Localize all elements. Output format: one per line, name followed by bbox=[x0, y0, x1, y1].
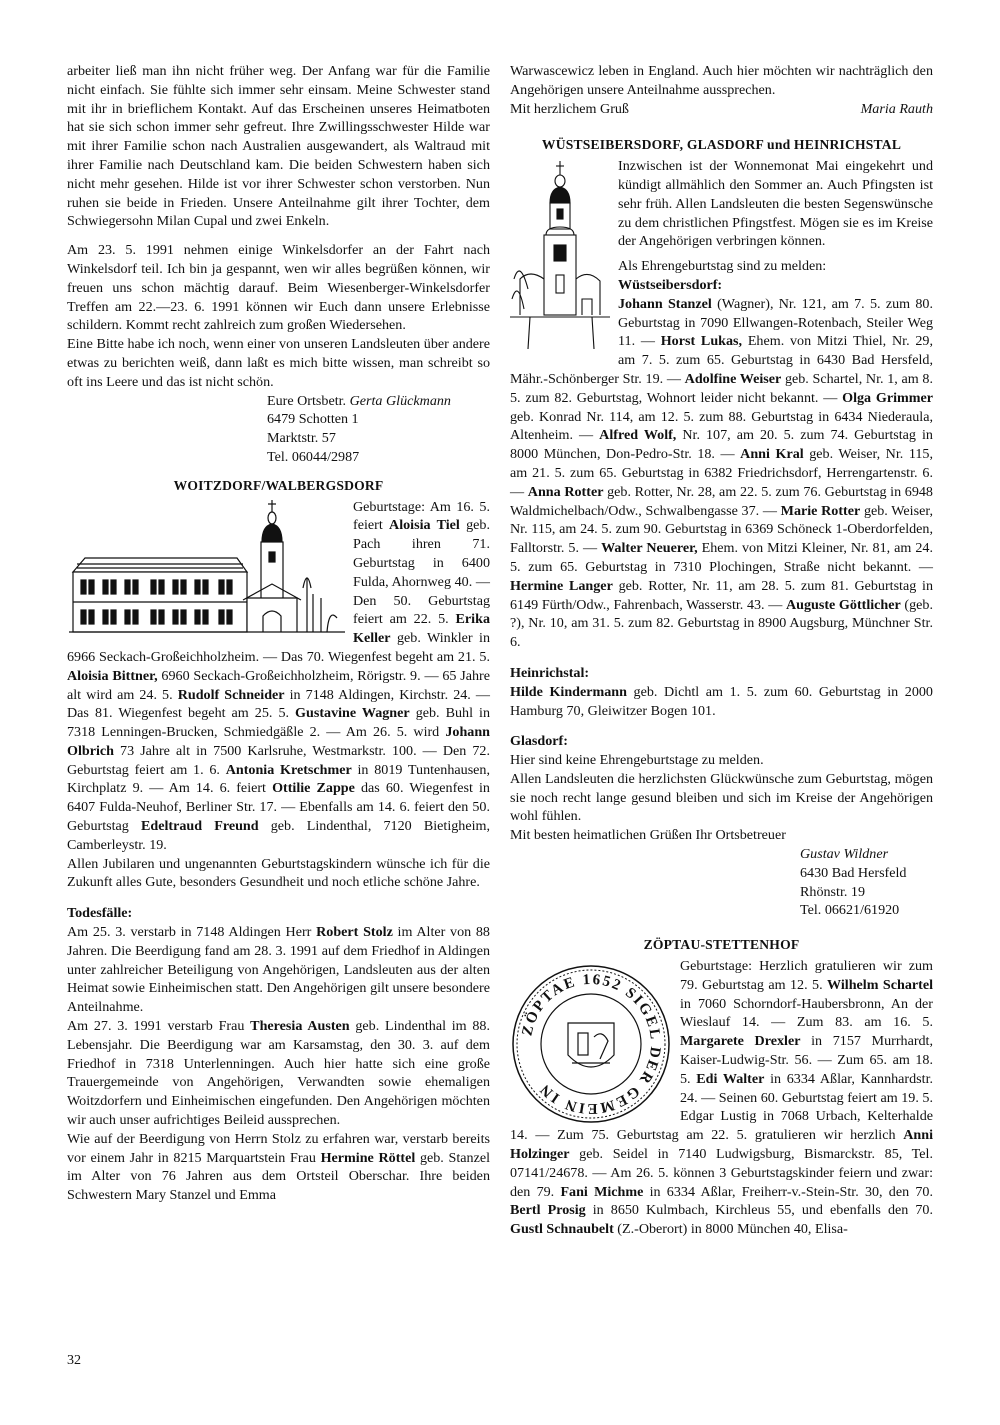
church-tower-illustration bbox=[510, 159, 610, 359]
signature-block: Eure Ortsbetr. Gerta Glückmann 6479 Schotten 1 Marktstr. 57 Tel. 06044/2987 bbox=[267, 392, 451, 465]
signature-block: Gustav Wildner 6430 Bad Hersfeld Rhönstr. 19 Tel. 06621/61920 bbox=[800, 846, 907, 919]
church-tower-drawing bbox=[510, 159, 610, 359]
greeting-line: Mit herzlichem Gruß Maria Rauth bbox=[510, 100, 933, 117]
heinrichstal-heading: Heinrichstal: bbox=[510, 664, 590, 681]
section-title-wustseibersdorf: WÜSTSEIBERSDORF, GLASDORF und HEINRICHSTAL bbox=[541, 137, 902, 153]
woitzdorf-wishes: Allen Jubilaren und ungenannten Geburtstagskindern wünsche ich für die Zukunft alles Gute, besonders Gesundheit und noch etliche schöne Jahre. bbox=[67, 855, 490, 891]
greeting-name: Maria Rauth bbox=[860, 100, 933, 117]
section-title-zoptau: ZÖPTAU-STETTENHOF bbox=[643, 937, 800, 953]
section-title-woitzdorf: WOITZDORF/WALBERGSDORF bbox=[173, 477, 384, 493]
death-notice: Am 25. 3. verstarb in 7148 Aldingen Herr Robert Stolz im Alter von 88 Jahren. Die Beerdigung fand am 28. 3. 1991 auf dem Friedhof in Aldingen unter zahlreicher Beteiligung von Angehörigen, Landsleuten aus der alten Heimat sowie Einheimischen statt. Den Angehörigen gilt unsere besondere Anteilnahme. bbox=[67, 924, 490, 1016]
right-column bbox=[510, 62, 933, 1239]
seal-text: ZÖPTAE 1652 SIGEL DER GEMEIN IN bbox=[519, 971, 664, 1117]
glasdorf-closing: Mit besten heimatlichen Grüßen Ihr Ortsbetreuer bbox=[510, 827, 786, 844]
left-column bbox=[67, 62, 490, 1205]
glasdorf-note: Hier sind keine Ehrengeburtstage zu melden. bbox=[510, 752, 764, 769]
deaths-heading: Todesfälle: bbox=[67, 905, 133, 922]
request-paragraph: Eine Bitte habe ich noch, wenn einer von unseren Landsleuten über andere etwas zu berichten weiß, dann laßt es mich bitte wissen, man schreibt so oft ins Leere und das ist nicht schön. bbox=[67, 336, 490, 390]
church-building-drawing bbox=[67, 498, 347, 638]
death-notice: Wie auf der Beerdigung von Herrn Stolz zu erfahren war, verstarb bereits vor einem Jahr in 8215 Marquartstein Frau Hermine Röttel geb. Stanzel im Alter von 76 Jahren aus dem Ortsteil Oberschar. Ihre beiden Schwestern Mary Stanzel und Emma bbox=[67, 1130, 490, 1204]
continuation-paragraph: Warwascewicz leben in England. Auch hier möchten wir nachträglich den Angehörigen unsere Anteilnahme aussprechen. bbox=[510, 63, 933, 98]
wustseibersdorf-birthdays: Johann Stanzel (Wagner), Nr. 121, am 7. 5. zum 80. Geburtstag in 7090 Ellwangen-Rotenbach, Steiler Weg 11. — Horst Lukas, Ehem. von Mitzi Thiel, Nr. 29, am 7. 5. zum 65. Geburtstag in 6430 Bad Hersfeld, Mähr.-Schönberger Str. 19. — Adolfine Weiser geb. Schartel, Nr. 1, am 8. 5. zum 82. Geburtstag, Wohnort leider nicht bekannt. — Olga Grimmer geb. Konrad Nr. 114, am 12. 5. zum 88. Geburtstag in 6434 Niederaula, Altenheim. — Alfred Wolf, Nr. 107, am 20. 5. zum 74. Geburtstag in 8000 München, Don-Pedro-Str. 18. — Anni Kral geb. Weiser, Nr. 115, am 21. 5. zum 65. Geburtstag in 6382 Friedrichsdorf, Herrengartenstr. 6. — Anna Rotter geb. Rotter, Nr. 28, am 22. 5. zum 76. Geburtstag in 6948 Waldmichelbach/Odw., Schwalbengasse 37. — Marie Rotter geb. Weiser, Nr. 115, am 24. 5. zum 90. Geburtstag in 6369 Schöneck 1-Oberdorfelden, Falltorstr. 5. — Walter Neuerer, Ehem. von Mitzi Kleiner, Nr. 81, am 24. 5. zum 65. Geburtstag in 7310 Plochingen, Straße nicht bekannt. — Hermine Langer geb. Rotter, Nr. 11, am 28. 5. zum 81. Geburtstag in 6149 Fürth/Odw., Fahrenbach, Wasserstr. 43. — Auguste Göttlicher (geb. ?), Nr. 10, am 31. 5. zum 82. Geburtstag in 8900 Augsburg, Münchner Str. 6. bbox=[510, 295, 933, 651]
signature-name: Gustav Wildner bbox=[800, 846, 889, 863]
page-number: 32 bbox=[67, 1352, 82, 1368]
intro-paragraph: arbeiter ließ man ihn nicht früher weg. Der Anfang war für die Familie nicht einfach. Sie fühlte sich immer sehr einsam. Meine Schwester stand mit ihr in brieflichem Kontakt. Auf das Erscheinen unseres Heimatboten hat sie sich schon immer sehr gefreut. Ihre Zwillingsschwester Hilde war mit ihrer Familie schon nach Australien ausgewandert, als Waltraud mit ihrer Familie nach Deutschland kam. Die beiden Schwestern haben sich nicht mehr gesehen. Hilde ist vor ihrer Schwester schon verstorben. Nun ruhen sie beide in Frieden. Unsere Anteilnahme gilt ihrer Tochter, dem Schwiegersohn Milan Cupal und zwei Enkeln. bbox=[67, 63, 490, 230]
wustseibersdorf-subheading: Wüstseibersdorf: bbox=[618, 276, 723, 293]
seal-drawing bbox=[510, 963, 672, 1125]
trip-paragraph: Am 23. 5. 1991 nehmen einige Winkelsdorfer an der Fahrt nach Winkelsdorf teil. Ich bin ja gespannt, wen wir alles begrüßen können, wir freuen uns schon mächtig darauf. Beim Wiesenberger-Winkelsdorfer Treffen am 22.—23. 6. 1991 können wir Euch dann unsere Erlebnisse schildern. Kommt recht zahlreich zum großen Wiedersehen. bbox=[67, 242, 490, 334]
wustseibersdorf-intro: Inzwischen ist der Wonnemonat Mai eingekehrt und kündigt allmählich den Sommer an. Auch Pfingsten ist sehr früh. Allen Landsleuten die besten Segenswünsche zu dem christlichen Pfingstfest. Mögen sie es im Kreise der Angehörigen verbringen können. bbox=[618, 158, 933, 250]
village-illustration bbox=[67, 498, 347, 638]
death-notice: Am 27. 3. 1991 verstarb Frau Theresia Austen geb. Lindenthal im 88. Lebensjahr. Die Beerdigung war am Karsamstag, den 30. 3. auf dem Friedhof in 7318 Unterlenningen. Auch hier hatte sich eine große Trauergemeinde von Angehörigen, Verwandten sowie ehemaligen Woitzdorfern und Einheimischen eingefunden. Den Angehörigen möchten wir auch unser aufrichtiges Beileid aussprechen. bbox=[67, 1018, 490, 1129]
signature-name: Gerta Glückmann bbox=[349, 392, 451, 409]
honor-birthdays-intro: Als Ehrengeburtstag sind zu melden: bbox=[618, 258, 827, 275]
glasdorf-wishes: Allen Landsleuten die herzlichsten Glückwünsche zum Geburtstag, mögen sie noch recht lange gesund bleiben und sich im Kreise der Angehörigen wohl fühlen. bbox=[510, 770, 933, 825]
woitzdorf-birthdays: Geburtstage: Am 16. 5. feiert Aloisia Tiel geb. Pach ihren 71. Geburtstag in 6400 Fulda, Ahornweg 40. — Den 50. Geburtstag feiert am 22. 5. Erika Keller geb. Winkler in 6966 Seckach-Großeichholzheim. — Das 70. Wiegenfest begeht am 21. 5. Aloisia Bittner, 6960 Seckach-Großeichholzheim, Rörigstr. 9. — 65 Jahre alt wird am 24. 5. Rudolf Schneider in 7148 Aldingen, Kirchstr. 24. — Das 81. Wiegenfest begeht am 25. 5. Gustavine Wagner geb. Buhl in 7318 Lenningen-Brucken, Schmiedgäßle 2. — Am 26. 5. wird Johann Olbrich 73 Jahre alt in 7500 Karlsruhe, Westmarkstr. 100. — Den 72. Geburtstag feiert am 1. 6. Antonia Kretschmer in 8019 Tuntenhausen, Kirchplatz 9. — Am 14. 6. feiert Ottilie Zappe das 60. Wiegenfest in 6407 Fulda-Neuhof, Berliner Str. 17. — Ebenfalls am 14. 6. feiert den 50. Geburtstag Edeltraud Freund geb. Lindenthal, 7120 Bietigheim, Camberleystr. 19. bbox=[67, 498, 491, 853]
municipal-seal bbox=[510, 963, 672, 1125]
heinrichstal-birthdays: Hilde Kindermann geb. Dichtl am 1. 5. zum 60. Geburtstag in 2000 Hamburg 70, Gleiwitzer Bogen 101. bbox=[510, 683, 933, 719]
zoptau-birthdays: Geburtstage: Herzlich gratulieren wir zum 79. Geburtstag am 12. 5. Wilhelm Schartel in 7060 Schorndorf-Haubersbronn, An der Wieslauf 14. — Zum 83. am 16. 5. Margarete Drexler in 7157 Murrhardt, Kaiser-Ludwig-Str. 56. — Zum 65. am 18. 5. Edi Walter in 6334 Aßlar, Kannhardstr. 24. — Seinen 60. Geburtstag feiert am 19. 5. Edgar Lustig in 7068 Urbach, Kelterhalde 14. — Zum 75. Geburtstag am 22. 5. gratulieren wir herzlich Anni Holzinger geb. Seidel in 7140 Ludwigsburg, Bismarckstr. 85, Tel. 07141/24678. — Am 26. 5. können 3 Geburtstagskinder feiern und zwar: den 79. Fani Michme in 6334 Aßlar, Freiherr-v.-Stein-Str. 30, den 70. Bertl Prosig in 8650 Kulmbach, Kirchleus 55, und ebenfalls den 70. Gustl Schnaubelt (Z.-Oberort) in 8000 München 40, Elisa- bbox=[510, 958, 934, 1238]
glasdorf-heading: Glasdorf: bbox=[510, 733, 568, 750]
